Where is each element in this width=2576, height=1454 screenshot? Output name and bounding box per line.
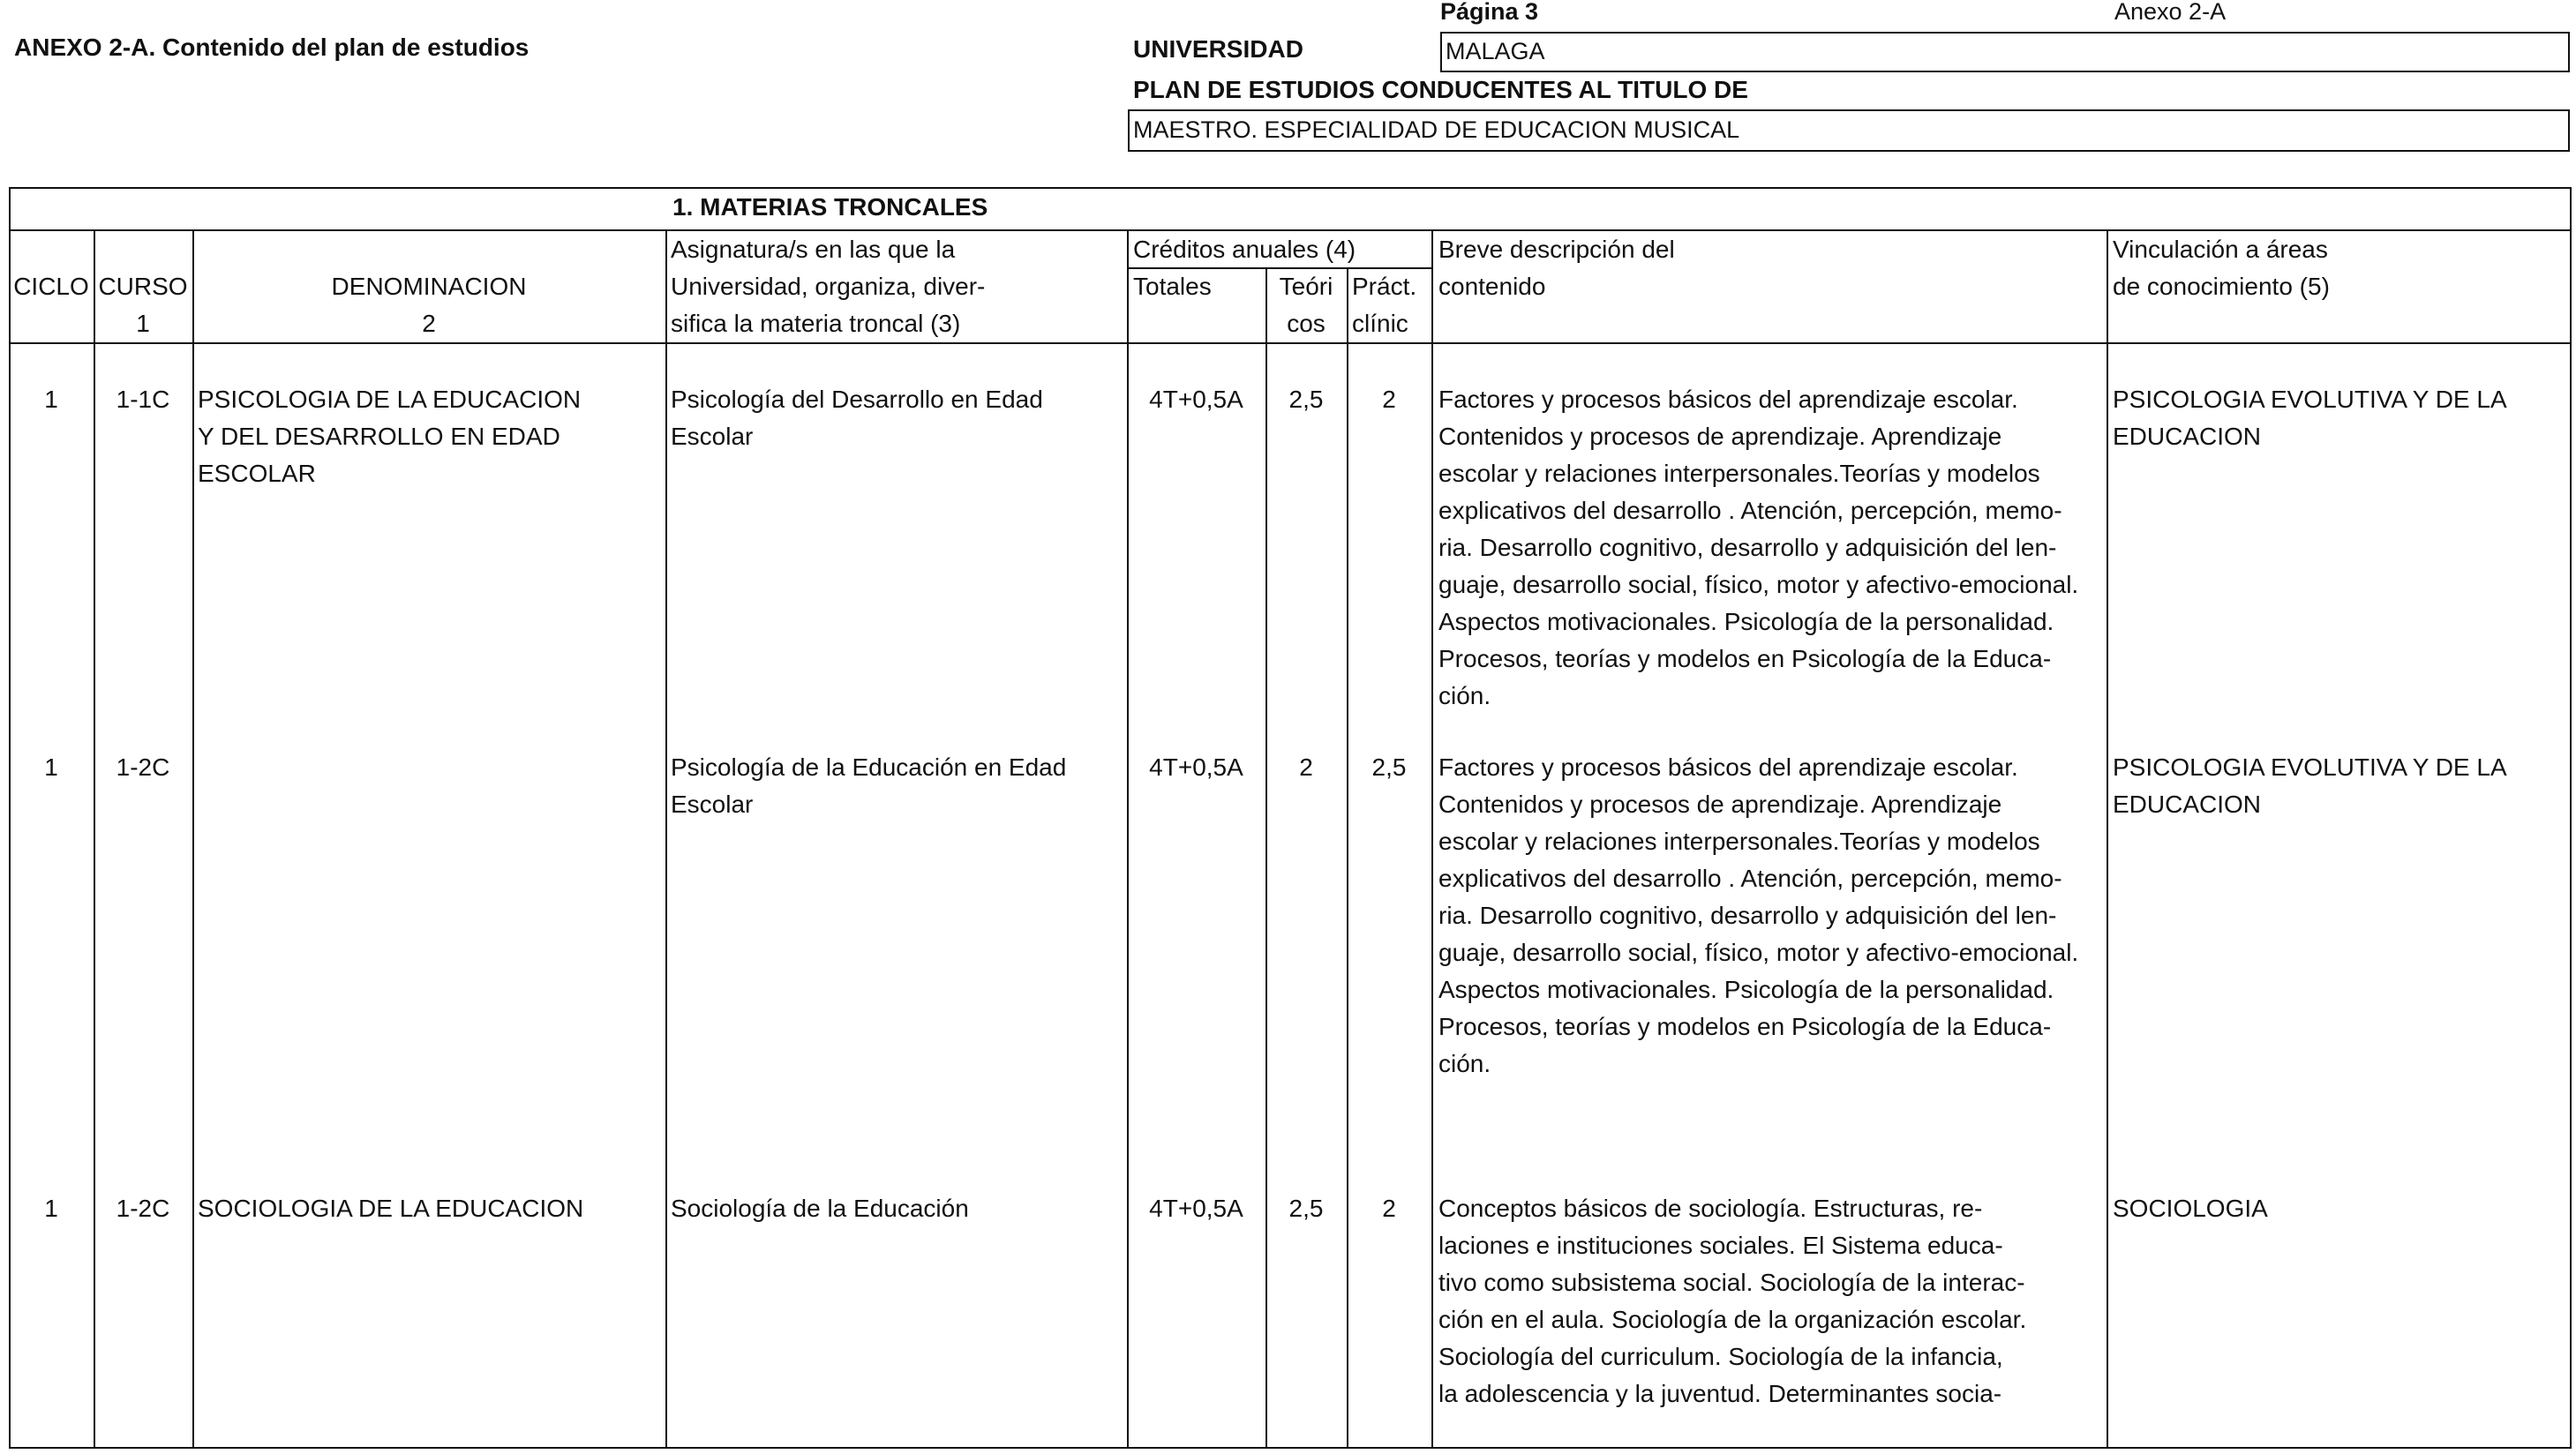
row-descripcion: escolar y relaciones interpersonales.Teorías y modelos: [1438, 460, 2040, 487]
row-descripcion: guaje, desarrollo social, físico, motor y afectivo-emocional.: [1438, 939, 2079, 966]
table-rule: [1347, 267, 1348, 344]
row-descripcion: tivo como subsistema social. Sociología de la interac-: [1438, 1269, 2025, 1296]
row-descripcion: Conceptos básicos de sociología. Estructuras, re-: [1438, 1195, 1983, 1222]
row-teoricos: 2,5: [1288, 386, 1324, 413]
col-vinculacion: Vinculación a áreas: [2113, 236, 2328, 263]
col-descripcion: contenido: [1438, 273, 1546, 300]
col-practicos: clínic: [1352, 310, 1408, 337]
row-descripcion: Aspectos motivacionales. Psicología de la personalidad.: [1438, 608, 2054, 635]
col-teoricos: Teóri: [1279, 273, 1333, 300]
row-descripcion: Procesos, teorías y modelos en Psicología de la Educa-: [1438, 645, 2052, 672]
table-rule: [9, 342, 2572, 344]
row-denominacion: PSICOLOGIA DE LA EDUCACION: [198, 386, 582, 413]
row-vinculacion: EDUCACION: [2113, 423, 2262, 450]
col-denominacion: DENOMINACION: [331, 273, 527, 300]
table-rule: [1431, 229, 1433, 344]
row-vinculacion: SOCIOLOGIA: [2113, 1195, 2268, 1222]
row-vinculacion: PSICOLOGIA EVOLUTIVA Y DE LA: [2113, 386, 2507, 413]
annex-title: ANEXO 2-A. Contenido del plan de estudios: [14, 34, 529, 61]
plan-label: PLAN DE ESTUDIOS CONDUCENTES AL TITULO DE: [1133, 76, 1748, 103]
section-title: 1. MATERIAS TRONCALES: [672, 193, 988, 221]
table-rule: [1347, 342, 1348, 1449]
table-rule: [2107, 229, 2108, 344]
page-label: Página 3: [1440, 0, 1539, 25]
row-practicos: 2: [1382, 1195, 1396, 1222]
university-value: MALAGA: [1446, 38, 1545, 64]
row-denominacion: Y DEL DESARROLLO EN EDAD: [198, 423, 560, 450]
table-rule: [1127, 229, 1129, 344]
row-asignatura: Sociología de la Educación: [671, 1195, 969, 1222]
row-asignatura: Escolar: [671, 423, 754, 450]
row-totales: 4T+0,5A: [1149, 753, 1243, 781]
col-descripcion: Breve descripción del: [1438, 236, 1675, 263]
row-descripcion: laciones e instituciones sociales. El Sistema educa-: [1438, 1232, 2003, 1259]
row-descripcion: Sociología del curriculum. Sociología de la infancia,: [1438, 1343, 2003, 1370]
col-asignatura-line: Asignatura/s en las que la: [671, 236, 956, 263]
row-asignatura: Psicología de la Educación en Edad: [671, 753, 1067, 781]
col-creditos: Créditos anuales (4): [1133, 236, 1356, 263]
col-ciclo: CICLO: [13, 273, 89, 300]
row-descripcion: ción.: [1438, 682, 1491, 709]
row-practicos: 2: [1382, 386, 1396, 413]
university-label: UNIVERSIDAD: [1133, 35, 1303, 63]
plan-value: MAESTRO. ESPECIALIDAD DE EDUCACION MUSICAL: [1133, 116, 1740, 143]
university-field: [1440, 32, 2570, 72]
row-vinculacion: PSICOLOGIA EVOLUTIVA Y DE LA: [2113, 753, 2507, 781]
row-curso: 1-2C: [116, 1195, 170, 1222]
row-ciclo: 1: [44, 753, 58, 781]
col-curso-num: 1: [136, 310, 150, 337]
row-descripcion: ción.: [1438, 1050, 1491, 1077]
table-rule: [94, 342, 95, 1449]
table-rule: [2107, 342, 2108, 1449]
table-rule: [1127, 342, 1129, 1449]
row-ciclo: 1: [44, 1195, 58, 1222]
row-curso: 1-1C: [116, 386, 170, 413]
table-rule: [1431, 342, 1433, 1449]
col-denominacion-num: 2: [422, 310, 436, 337]
col-vinculacion: de conocimiento (5): [2113, 273, 2330, 300]
row-totales: 4T+0,5A: [1149, 386, 1243, 413]
table-rule: [665, 342, 667, 1449]
row-descripcion: la adolescencia y la juventud. Determinantes socia-: [1438, 1380, 2002, 1407]
col-asignatura-line: Universidad, organiza, diver-: [671, 273, 986, 300]
col-teoricos: cos: [1287, 310, 1326, 337]
row-curso: 1-2C: [116, 753, 170, 781]
row-descripcion: ria. Desarrollo cognitivo, desarrollo y adquisición del len-: [1438, 534, 2057, 561]
col-asignatura-line: sifica la materia troncal (3): [671, 310, 961, 337]
row-teoricos: 2: [1299, 753, 1313, 781]
row-ciclo: 1: [44, 386, 58, 413]
row-denominacion: SOCIOLOGIA DE LA EDUCACION: [198, 1195, 584, 1222]
row-descripcion: guaje, desarrollo social, físico, motor y afectivo-emocional.: [1438, 571, 2079, 598]
row-descripcion: Factores y procesos básicos del aprendizaje escolar.: [1438, 386, 2018, 413]
row-descripcion: ción en el aula. Sociología de la organización escolar.: [1438, 1306, 2027, 1333]
row-descripcion: escolar y relaciones interpersonales.Teorías y modelos: [1438, 828, 2040, 855]
row-descripcion: Contenidos y procesos de aprendizaje. Aprendizaje: [1438, 791, 2002, 818]
row-vinculacion: EDUCACION: [2113, 791, 2262, 818]
row-descripcion: Procesos, teorías y modelos en Psicología de la Educa-: [1438, 1013, 2052, 1040]
row-descripcion: Factores y procesos básicos del aprendizaje escolar.: [1438, 753, 2018, 781]
plan-field: [1128, 109, 2570, 152]
row-denominacion: ESCOLAR: [198, 460, 316, 487]
annex-code: Anexo 2-A: [2114, 0, 2227, 25]
row-descripcion: explicativos del desarrollo . Atención, percepción, memo-: [1438, 865, 2062, 892]
row-descripcion: ria. Desarrollo cognitivo, desarrollo y adquisición del len-: [1438, 902, 2057, 929]
row-practicos: 2,5: [1371, 753, 1407, 781]
row-asignatura: Escolar: [671, 791, 754, 818]
table-rule: [665, 229, 667, 344]
row-descripcion: Aspectos motivacionales. Psicología de la personalidad.: [1438, 976, 2054, 1003]
row-asignatura: Psicología del Desarrollo en Edad: [671, 386, 1043, 413]
row-descripcion: Contenidos y procesos de aprendizaje. Aprendizaje: [1438, 423, 2002, 450]
col-totales: Totales: [1133, 273, 1212, 300]
table-rule: [1265, 342, 1267, 1449]
table-rule: [192, 342, 194, 1449]
row-descripcion: explicativos del desarrollo . Atención, percepción, memo-: [1438, 497, 2062, 524]
row-teoricos: 2,5: [1288, 1195, 1324, 1222]
col-curso: CURSO: [98, 273, 188, 300]
row-totales: 4T+0,5A: [1149, 1195, 1243, 1222]
col-practicos: Práct.: [1352, 273, 1417, 300]
